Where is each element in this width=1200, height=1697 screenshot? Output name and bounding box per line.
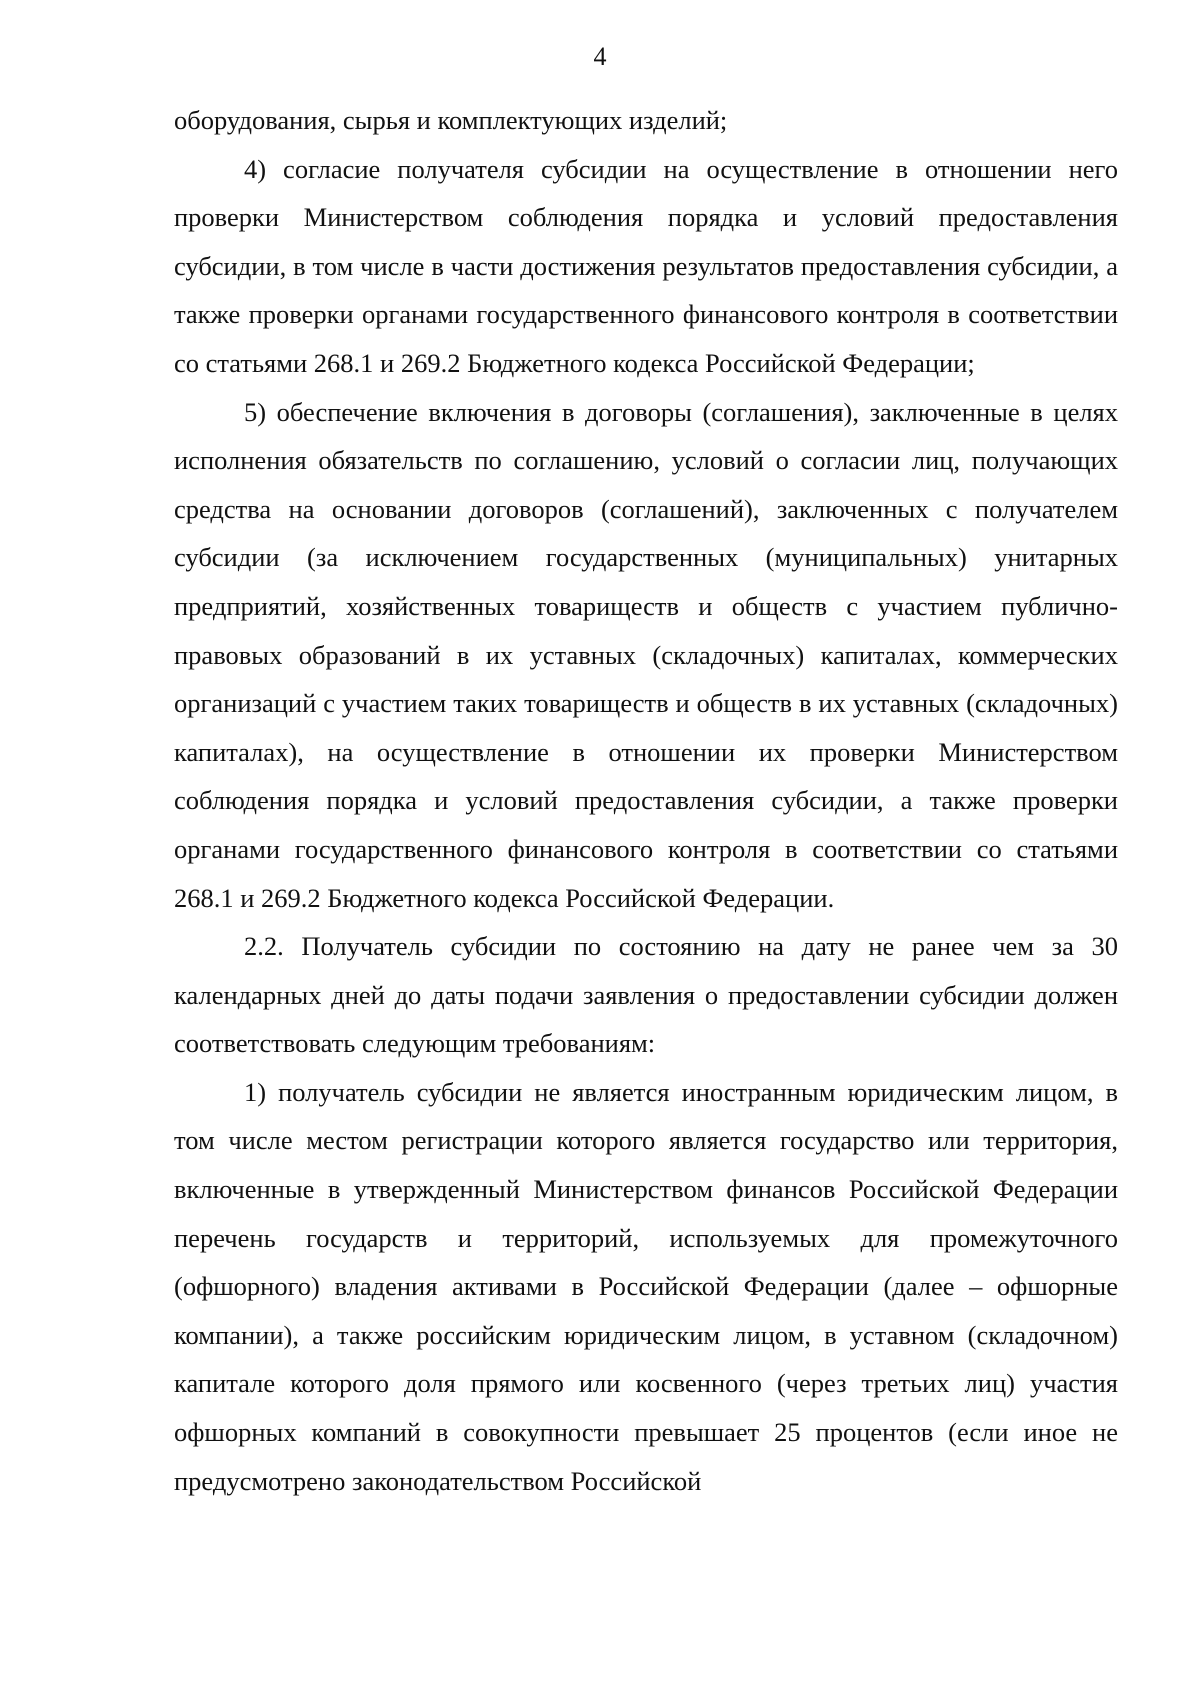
document-body [174,96,1118,1505]
page-number: 4 [593,42,607,71]
paragraph-item-5: 5) обеспечение включения в договоры (соглашения), заключенные в целях исполнения обязательств по соглашению, условий о согласии лиц, получающих средства на основании договоров (соглашений), заключенных с получателем субсидии (за исключением государственных (муниципальных) унитарных предприятий, хозяйственных товариществ и обществ с участием публично-правовых образований в их уставных (складочных) капиталах, коммерческих организаций с участием таких товариществ и обществ в их уставных (складочных) капиталах), на осуществление в отношении их проверки Министерством соблюдения порядка и условий предоставления субсидии, а также проверки органами государственного финансового контроля в соответствии со статьями 268.1 и 269.2 Бюджетного кодекса Российской Федерации. [174,396,1118,913]
paragraph-continuation: оборудования, сырья и комплектующих изделий; [174,105,728,135]
paragraph-item-4: 4) согласие получателя субсидии на осуществление в отношении него проверки Министерством соблюдения порядка и условий предоставления субсидии, в том числе в части достижения результатов предоставления субсидии, а также проверки органами государственного финансового контроля в соответствии со статьями 268.1 и 269.2 Бюджетного кодекса Российской Федерации; [174,153,1118,378]
paragraph-section-2-2: 2.2. Получатель субсидии по состоянию на дату не ранее чем за 30 календарных дней до даты подачи заявления о предоставлении субсидии должен соответствовать следующим требованиям: [174,931,1118,1059]
paragraph-requirement-1: 1) получатель субсидии не является иностранным юридическим лицом, в том числе местом регистрации которого является государство или территория, включенные в утвержденный Министерством финансов Российской Федерации перечень государств и территорий, используемых для промежуточного (офшорного) владения активами в Российской Федерации (далее – офшорные компании), а также российским юридическим лицом, в уставном (складочном) капитале которого доля прямого или косвенного (через третьих лиц) участия офшорных компаний в совокупности превышает 25 процентов (если иное не предусмотрено законодательством Российской [174,1076,1118,1496]
